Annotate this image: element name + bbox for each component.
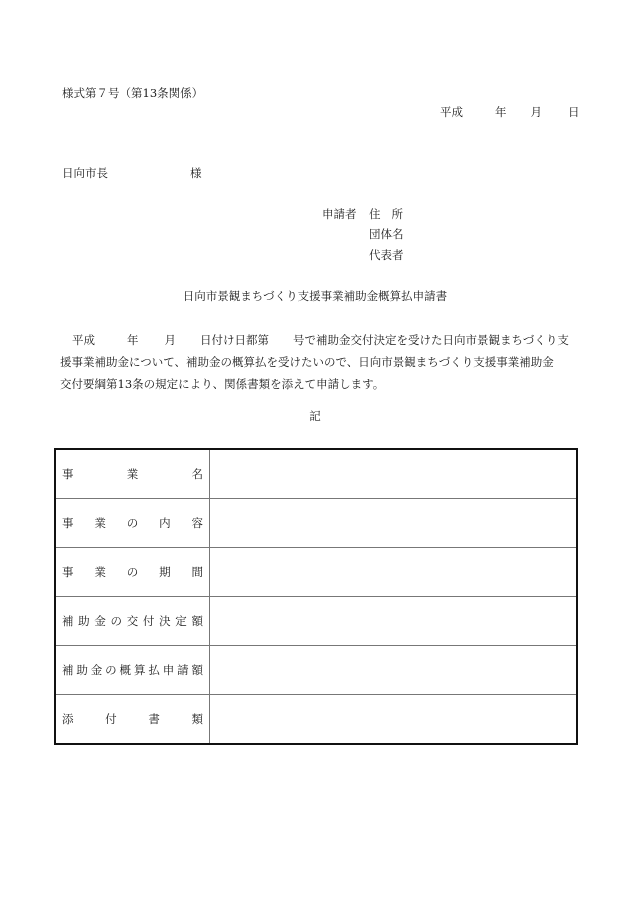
application-date xyxy=(440,107,580,119)
row-value-project-name[interactable] xyxy=(210,449,578,499)
applicant-representative-label: 代表者 xyxy=(369,248,404,262)
document-title: 日向市景観まちづくり支援事業補助金概算払申請書 xyxy=(182,289,448,303)
applicant-organization-label: 団体名 xyxy=(369,227,404,241)
address-char-1: 住 xyxy=(369,207,381,221)
row-label-project-content: 事業の内容 xyxy=(55,499,210,548)
row-label-grant-decision-amount: 補助金の交付決定額 xyxy=(55,597,210,646)
row-label-advance-payment-amount: 補助金の概算払申請額 xyxy=(55,646,210,695)
date-year: 年 xyxy=(495,105,507,119)
table-row xyxy=(55,646,577,695)
body-paragraph xyxy=(60,329,580,395)
body-line-1-rest: 号で補助金交付決定を受けた日向市景観まちづくり支 xyxy=(293,333,569,347)
date-day: 日 xyxy=(568,105,580,119)
form-number: 様式第７号（第13条関係） xyxy=(62,86,204,100)
table-row xyxy=(55,695,577,745)
row-value-grant-decision-amount[interactable] xyxy=(210,597,578,646)
application-details-table xyxy=(54,448,578,745)
body-line-2: 援事業補助金について、補助金の概算払を受けたいので、日向市景観まちづくり支援事業補助金 xyxy=(60,355,554,369)
body-date-ref: 日付け日都第 xyxy=(200,333,269,347)
date-month: 月 xyxy=(530,105,542,119)
body-month: 月 xyxy=(164,333,176,347)
ki-heading: 記 xyxy=(309,409,321,423)
address-char-2: 所 xyxy=(391,207,403,221)
table-row xyxy=(55,548,577,597)
body-line-1 xyxy=(60,329,580,351)
row-value-advance-payment-amount[interactable] xyxy=(210,646,578,695)
body-era: 平成 xyxy=(72,333,95,347)
body-year: 年 xyxy=(127,333,139,347)
date-era: 平成 xyxy=(440,105,463,119)
row-label-project-name: 事業名 xyxy=(55,449,210,499)
applicant-label: 申請者 xyxy=(322,207,357,221)
body-line-3: 交付要綱第13条の規定により、関係書類を添えて申請します。 xyxy=(60,377,385,391)
row-value-project-period[interactable] xyxy=(210,548,578,597)
addressee-honorific: 様 xyxy=(190,166,202,180)
row-label-project-period: 事業の期間 xyxy=(55,548,210,597)
row-label-attachments: 添付書類 xyxy=(55,695,210,745)
row-value-project-content[interactable] xyxy=(210,499,578,548)
addressee-name: 日向市長 xyxy=(62,166,108,180)
row-value-attachments[interactable] xyxy=(210,695,578,745)
table-row xyxy=(55,499,577,548)
table-row xyxy=(55,449,577,499)
applicant-address-label xyxy=(369,209,403,221)
table-row xyxy=(55,597,577,646)
